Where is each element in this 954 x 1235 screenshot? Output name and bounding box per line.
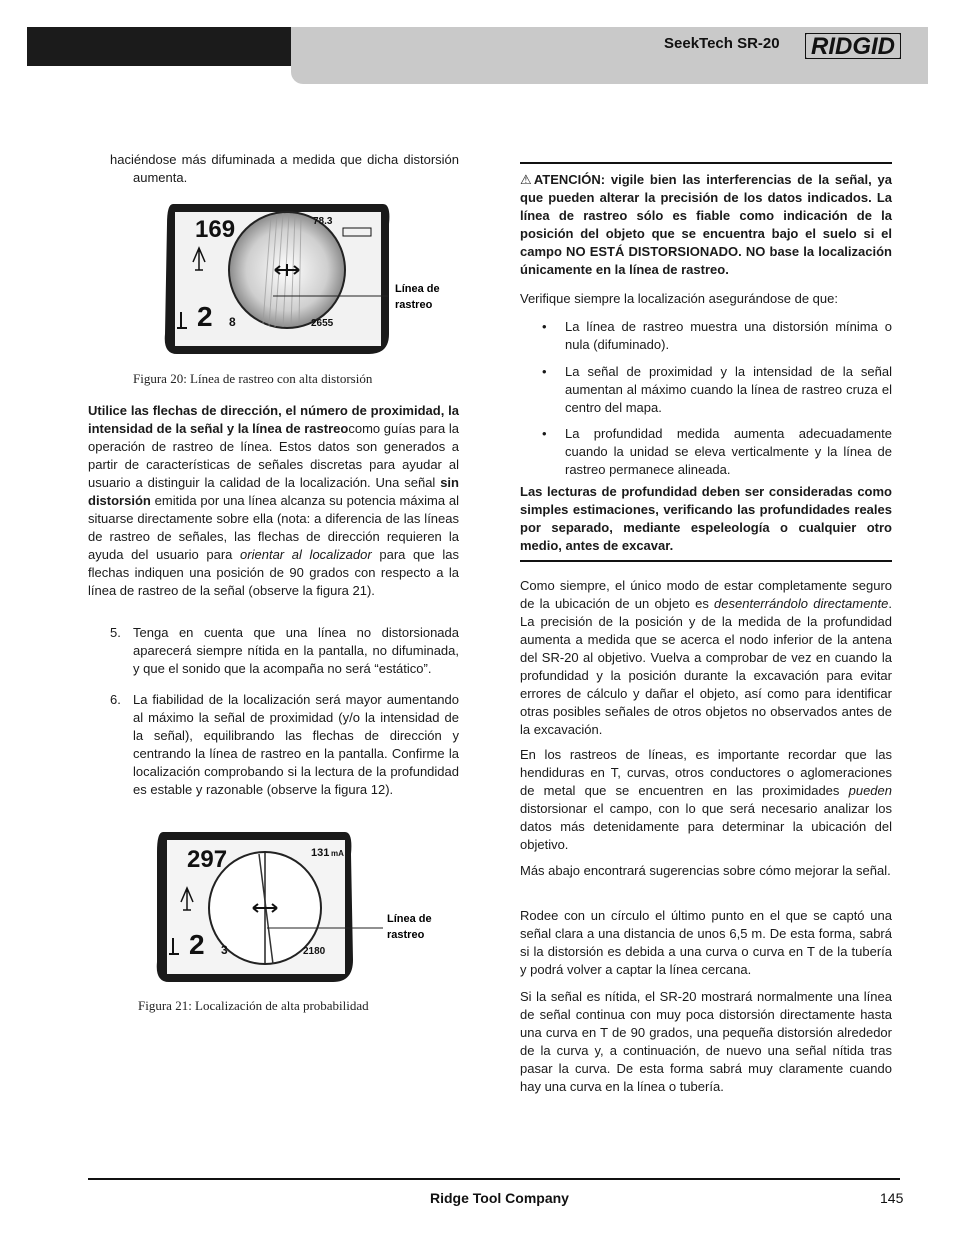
guidance-bold: Utilice las flechas de dirección, el número de proximidad, la intensidad de la señal y la línea de rastreo xyxy=(88,403,459,436)
depth-inches: 3 xyxy=(221,943,228,957)
bullet-dot: • xyxy=(542,319,547,334)
signal-strength: 78.3 xyxy=(313,216,333,227)
logo-text: RIDGID xyxy=(811,33,895,59)
guidance-bold-2: sin distorsión xyxy=(88,475,459,508)
footer-rule xyxy=(88,1178,900,1180)
bullet-dot: • xyxy=(542,426,547,441)
intro-text: haciéndose más difuminada a medida que dicha distorsión aumenta. xyxy=(110,152,459,185)
warning-block xyxy=(520,171,892,279)
figure-20-label-line2: rastreo xyxy=(395,299,433,311)
guidance-paragraph xyxy=(88,402,459,600)
paragraph-5: Si la señal es nítida, el SR-20 mostrará normalmente una línea de señal continua con muy poca distorsión directamente hasta una curva en T de 90 grados, una pequeña distorsión alrededor de la curva y, a continuación, de nuevo una señal nítida tras pasar la curva. De esta forma sabrá muy claramente cuando hay una curva en la línea o tubería. xyxy=(520,989,892,1094)
guidance-italic: orientar al localizador xyxy=(240,547,372,562)
header-black-bar xyxy=(27,27,293,66)
depth-note: Las lecturas de profundidad deben ser consideradas como simples estimaciones, verificando las profundidades reales por separado, mediante espeleología o cualquier otro medio, antes de excavar. xyxy=(520,484,892,553)
depth-feet: 2 xyxy=(197,301,213,332)
paragraph-4: Rodee con un círculo el último punto en el que se captó una señal clara a una distancia de unos 6,5 m. De esta forma, sabrá si la distorsión es debida a una curva o curva en T de la tubería y podrá volver a captar la línea cercana. xyxy=(520,908,892,977)
list-item-5 xyxy=(88,624,459,678)
bottom-reading: 2180 xyxy=(303,946,326,957)
warning-icon: ⚠ xyxy=(520,172,534,187)
depth-feet: 2 xyxy=(189,929,205,960)
bottom-reading: 2655 xyxy=(311,318,334,329)
signal-unit: mA xyxy=(331,849,344,858)
bullet-item xyxy=(520,425,892,479)
bullet-text: La señal de proximidad y la intensidad de la señal aumentan al máximo cuando la línea de rastreo cruza el centro del mapa. xyxy=(565,364,892,415)
paragraph-2: En los rastreos de líneas, es importante recordar que las hendiduras en T, curvas, otros conductores o aglomeraciones de metal que se encuentren en las proximidades pueden distorsionar el campo, con lo que será necesario analizar los datos más detenidamente para determinar la ubicación del objetivo. xyxy=(520,747,892,852)
figure-21-display xyxy=(155,832,455,984)
signal-strength: 131 xyxy=(311,847,330,859)
footer-company: Ridge Tool Company xyxy=(430,1190,569,1206)
guidance-text-3: para que las flechas indiquen una posición de 90 grados con respecto a la línea de rastreo de la señal (observe la figura 21). xyxy=(88,547,459,598)
guidance-text-1: como guías para la operación de rastreo de línea. Estos datos son generados a partir de características de señales discretas para ayudar al usuario a distinguir la calidad de la localización. Una señal xyxy=(88,421,459,490)
guidance-text-2: emitida por una línea alcanza su potencia máxima al situarse directamente sobre ella (nota: a diferencia de las líneas de rastreo de señales, las flechas de dirección requieren la ayuda del usuario para xyxy=(88,493,459,562)
header-gray-tab xyxy=(291,64,928,84)
proximity-number: 169 xyxy=(195,216,236,243)
paragraph-1: Como siempre, el único modo de estar completamente seguro de la ubicación de un objeto es desenterrándolo directamente. La precisión de la posición y de la medida de la profundidad aumenta a medida que se acerca el nodo inferior de la antena del SR-20 al objetivo. Vuelva a comprobar de vez en cuando la profundidad y la posición durante la excavación para evitar errores de cálculo y dañar el objeto, así como para identificar otras posibles señales de otros objetos no observados antes de la excavación. xyxy=(520,578,892,737)
proximity-number: 297 xyxy=(187,846,228,873)
ridgid-logo xyxy=(805,33,901,59)
warning-text: ATENCIÓN: vigile bien las interferencias de la señal, ya que pueden alterar la precisión de los datos indicados. La línea de rastreo sólo es fiable como indicación de la posición del objeto que se encuentra bajo el suelo si el campo NO ESTÁ DISTORSIONADO. NO base la localización únicamente en la línea de rastreo. xyxy=(520,172,892,277)
list-item-6 xyxy=(88,691,459,799)
page-number: 145 xyxy=(880,1190,904,1206)
note-bottom-rule xyxy=(520,560,892,562)
bullet-text: La línea de rastreo muestra una distorsión mínima o nula (difuminado). xyxy=(565,319,892,352)
figure-21-label-line2: rastreo xyxy=(387,929,425,941)
warning-top-rule xyxy=(520,162,892,164)
bullet-dot: • xyxy=(542,364,547,379)
depth-inches: 8 xyxy=(229,315,236,329)
list-item-5-text: Tenga en cuenta que una línea no distorsionada aparecerá siempre nítida en la pantalla, no difuminada, y que el sonido que la acompaña no será “estático”. xyxy=(133,625,459,676)
header-title: SeekTech SR-20 xyxy=(664,35,780,52)
paragraph-3: Más abajo encontrará sugerencias sobre cómo mejorar la señal. xyxy=(520,863,891,878)
figure-20-label-line1: Línea de xyxy=(395,283,440,295)
figure-20-caption: Figura 20: Línea de rastreo con alta distorsión xyxy=(133,371,373,386)
figure-20-display xyxy=(163,204,453,356)
figure-21-label-line1: Línea de xyxy=(387,913,432,925)
list-item-5-number: 5. xyxy=(110,625,121,640)
bullet-item xyxy=(520,318,892,354)
list-item-6-text: La fiabilidad de la localización será mayor aumentando al máximo la señal de proximidad (y/o la intensidad de la señal), equilibrando las flechas de dirección y centrando la línea de rastreo en la pantalla. Confirme la localización comprobando si la lectura de la profundidad es estable y razonable (observe la figura 12). xyxy=(133,692,459,797)
list-item-6-number: 6. xyxy=(110,692,121,707)
bullet-item xyxy=(520,363,892,417)
bullet-text: La profundidad medida aumenta adecuadamente cuando la unidad se eleva verticalmente y la línea de rastreo permanece alineada. xyxy=(565,426,892,477)
figure-21-caption: Figura 21: Localización de alta probabilidad xyxy=(138,998,369,1013)
verify-text: Verifique siempre la localización asegurándose de que: xyxy=(520,291,838,306)
